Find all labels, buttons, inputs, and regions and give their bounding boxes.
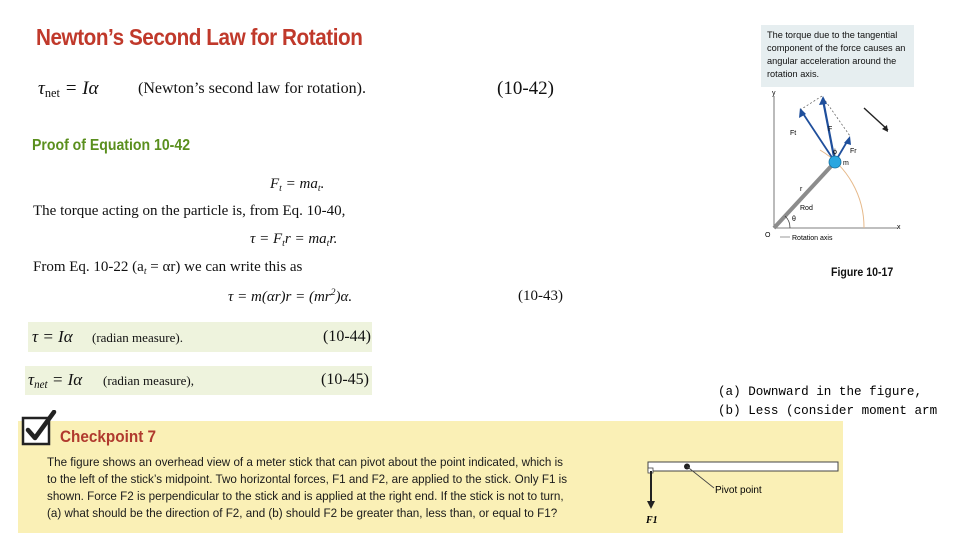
proof-heading: Proof of Equation 10-42 (32, 137, 191, 154)
proof-eq3-number: (10-43) (518, 288, 563, 304)
label-origin: O (765, 232, 771, 239)
equation-10-45-desc: (radian measure), (103, 373, 194, 388)
rod (774, 162, 835, 228)
proof-line2-sub: t (143, 266, 147, 277)
meter-stick-figure (640, 455, 845, 530)
checkpoint-line-2: to the left of the stick’s midpoint. Two horizontal forces, F1 and F2, are applied to the stick. Only F1 is (47, 472, 568, 486)
proof-eq2-a: τ = F (250, 231, 283, 247)
equation-10-45-expr (28, 370, 82, 391)
proof-eq2-sub: t (282, 238, 285, 249)
figure-label: Figure 10-17 (831, 265, 894, 279)
proof-eq3-a: τ = m(αr)r = (mr (228, 289, 331, 305)
particle (829, 156, 841, 168)
checkmark-icon (20, 410, 58, 448)
proof-eq1-a: F (270, 176, 280, 192)
figure-caption: The torque due to the tangential component of the force causes an angular acceleration around the rotation axis. (767, 30, 906, 79)
force-arrow-f-head (819, 96, 827, 105)
proof-eq1-sub: t (279, 183, 282, 194)
label-y: y (772, 90, 776, 97)
equation-10-42 (38, 78, 99, 101)
checkpoint-line-4: (a) what should be the direction of F2, and (b) should F2 be greater than, less than, or equal to F1? (47, 506, 558, 520)
label-rotation-axis: Rotation axis (792, 235, 833, 242)
pivot-label: Pivot point (715, 485, 762, 496)
proof-eq1-end: . (320, 176, 325, 192)
proof-eq2-mid-sub: t (326, 238, 330, 249)
checkpoint-line-1: The figure shows an overhead view of a meter stick that can pivot about the point indicated, which is (47, 455, 564, 469)
proof-eq3-end: )α. (335, 289, 353, 305)
label-x: x (897, 224, 901, 231)
eq45-a: τ (28, 370, 35, 389)
equation-10-44-desc: (radian measure). (92, 330, 183, 345)
proof-eq3-sup: 2 (330, 287, 336, 298)
label-theta: θ (792, 216, 796, 223)
label-f: F (828, 126, 833, 133)
equation-10-44-box (28, 322, 372, 352)
rotation-path-arc (820, 150, 864, 228)
eq45-b: = Iα (47, 370, 83, 389)
proof-eq1-rhs: = ma (281, 176, 318, 192)
checkpoint-text (47, 454, 597, 522)
equation-10-44-expr: τ = Iα (32, 327, 73, 346)
equation-10-42-desc: (Newton’s second law for rotation). (138, 80, 366, 97)
label-m: m (843, 160, 849, 167)
proof-eq2 (250, 231, 337, 249)
page-title: Newton’s Second Law for Rotation (36, 24, 363, 50)
answer-text: (a) Downward in the figure, (b) Less (consider moment arm (718, 385, 938, 418)
proof-line1: The torque acting on the particle is, from Eq. 10-40, (33, 203, 346, 219)
figure-10-17-diagram (760, 88, 910, 248)
equation-10-45-number: (10-45) (321, 371, 369, 388)
equation-10-44-number: (10-44) (323, 328, 371, 345)
force-f1-head (647, 501, 655, 509)
proof-line2-b: = αr) we can write this as (146, 259, 303, 275)
equation-10-42-number: (10-42) (497, 78, 554, 99)
proof-eq2-end: r. (329, 231, 338, 247)
eq-rhs: = Iα (59, 78, 99, 99)
proof-eq2-mid: r = ma (284, 231, 327, 247)
eq-lhs: τ (38, 78, 45, 99)
label-ft: Ft (790, 130, 797, 137)
label-rod: Rod (800, 205, 813, 212)
label-phi: ϕ (833, 149, 837, 156)
rotation-arrow (864, 108, 888, 130)
eq-lhs-sub: net (44, 86, 60, 100)
label-r: r (800, 186, 803, 193)
checkpoint-line-3: shown. Force F2 is perpendicular to the stick and is applied at the right end. If the stick is not to turn, (47, 489, 564, 503)
checkpoint-title: Checkpoint 7 (60, 427, 157, 446)
proof-line2 (33, 259, 302, 277)
proof-line2-a: From Eq. 10-22 (a (33, 259, 144, 275)
meter-stick (648, 462, 838, 471)
proof-eq1 (270, 176, 324, 194)
label-fr: Fr (850, 148, 857, 155)
force-f1-label: F1 (646, 515, 658, 526)
proof-eq3 (228, 287, 352, 306)
proof-eq1-rhs-sub: t (317, 183, 321, 194)
eq45-sub: net (34, 379, 48, 391)
